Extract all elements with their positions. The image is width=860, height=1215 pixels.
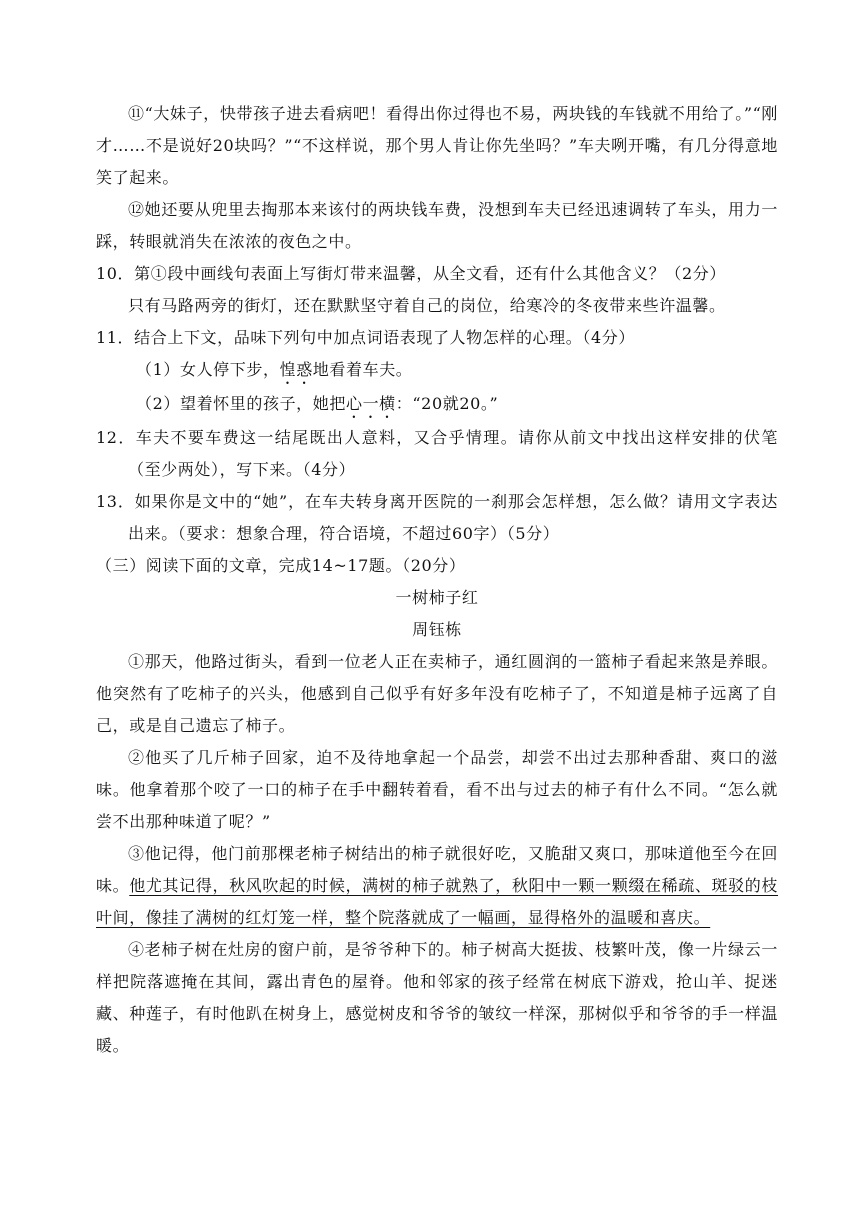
article-paragraph-2: ②他买了几斤柿子回家，迫不及待地拿起一个品尝，却尝不出过去那种香甜、爽口的滋味。他拿着那个咬了一口的柿子在手中翻转着看，看不出与过去的柿子有什么不同。“怎么就尝不出那种味道了呢？”: [96, 748, 778, 831]
question-12: 12．车夫不要车费这一结尾既出人意料，又合乎情理。请你从前文中找出这样安排的伏笔（至少两处），写下来。（4分）: [96, 428, 778, 479]
q11-1-dotted-word: 惶惑: [279, 360, 313, 379]
q11-1-suffix: 地看着车夫。: [312, 360, 413, 379]
article-author: 周钰栋: [412, 620, 462, 639]
question-10-answer: 只有马路两旁的街灯，还在默默坚守着自己的岗位，给寒冷的冬夜带来些许温馨。: [128, 296, 726, 315]
q11-2-prefix: （2）望着怀里的孩子，她把: [136, 394, 346, 413]
q11-2-suffix: ：“20就20。”: [395, 394, 499, 413]
question-13: 13．如果你是文中的“她”，在车夫转身离开医院的一刹那会怎样想，怎么做？请用文字表达出来。（要求：想象合理，符合语境，不超过60字）（5分）: [96, 492, 778, 543]
article-title: 一树柿子红: [395, 588, 479, 607]
article-paragraph-1: ①那天，他路过街头，看到一位老人正在卖柿子，通红圆润的一篮柿子看起来煞是养眼。他突然有了吃柿子的兴头，他感到自己似乎有好多年没有吃柿子了，不知道是柿子远离了自己，或是自己遗忘了柿子。: [96, 652, 778, 735]
q11-1-prefix: （1）女人停下步，: [136, 360, 280, 379]
p3-underlined-sentence: 他尤其记得，秋风吹起的时候，满树的柿子就熟了，秋阳中一颗一颗缀在稀疏、斑驳的枝叶间，像挂了满树的红灯笼一样，整个院落就成了一幅画，显得格外的温暖和喜庆。: [96, 876, 779, 927]
article-paragraph-4: ④老柿子树在灶房的窗户前，是爷爷种下的。柿子树高大挺拔、枝繁叶茂，像一片绿云一样把院落遮掩在其间，露出青色的屋脊。他和邻家的孩子经常在树底下游戏，抢山羊、捉迷藏、种莲子，有时他趴在树身上，感觉树皮和爷爷的皱纹一样深，那树似乎和爷爷的手一样温暖。: [96, 940, 778, 1055]
page-content: [96, 98, 778, 1062]
story-paragraph-12: ⑫她还要从兜里去掏那本来该付的两块钱车费，没想到车夫已经迅速调转了车头，用力一踩，转眼就消失在浓浓的夜色之中。: [96, 200, 778, 251]
article-paragraph-3: [96, 838, 778, 934]
question-11: 11．结合上下文，品味下列句中加点词语表现了人物怎样的心理。（4分）: [96, 328, 635, 347]
question-11-item-2: [96, 388, 778, 422]
p3-plain-text: ③他记得，他门前那棵老柿子树结出的柿子就很好吃，又脆甜又爽口，那味道他至今在回味。: [96, 844, 778, 895]
story-paragraph-11: ⑪“大妹子，快带孩子进去看病吧！看得出你过得也不易，两块钱的车钱就不用给了。”“刚才……不是说好20块吗？”“不这样说，那个男人肯让你先坐吗？”车夫咧开嘴，有几分得意地笑了起来。: [96, 104, 778, 187]
question-11-item-1: [96, 354, 778, 388]
question-10: 10．第①段中画线句表面上写街灯带来温馨，从全文看，还有什么其他含义？（2分）: [96, 264, 726, 283]
section-3-header: （三）阅读下面的文章，完成14~17题。（20分）: [96, 556, 466, 575]
q11-2-dotted-word: 心一横: [345, 394, 396, 413]
